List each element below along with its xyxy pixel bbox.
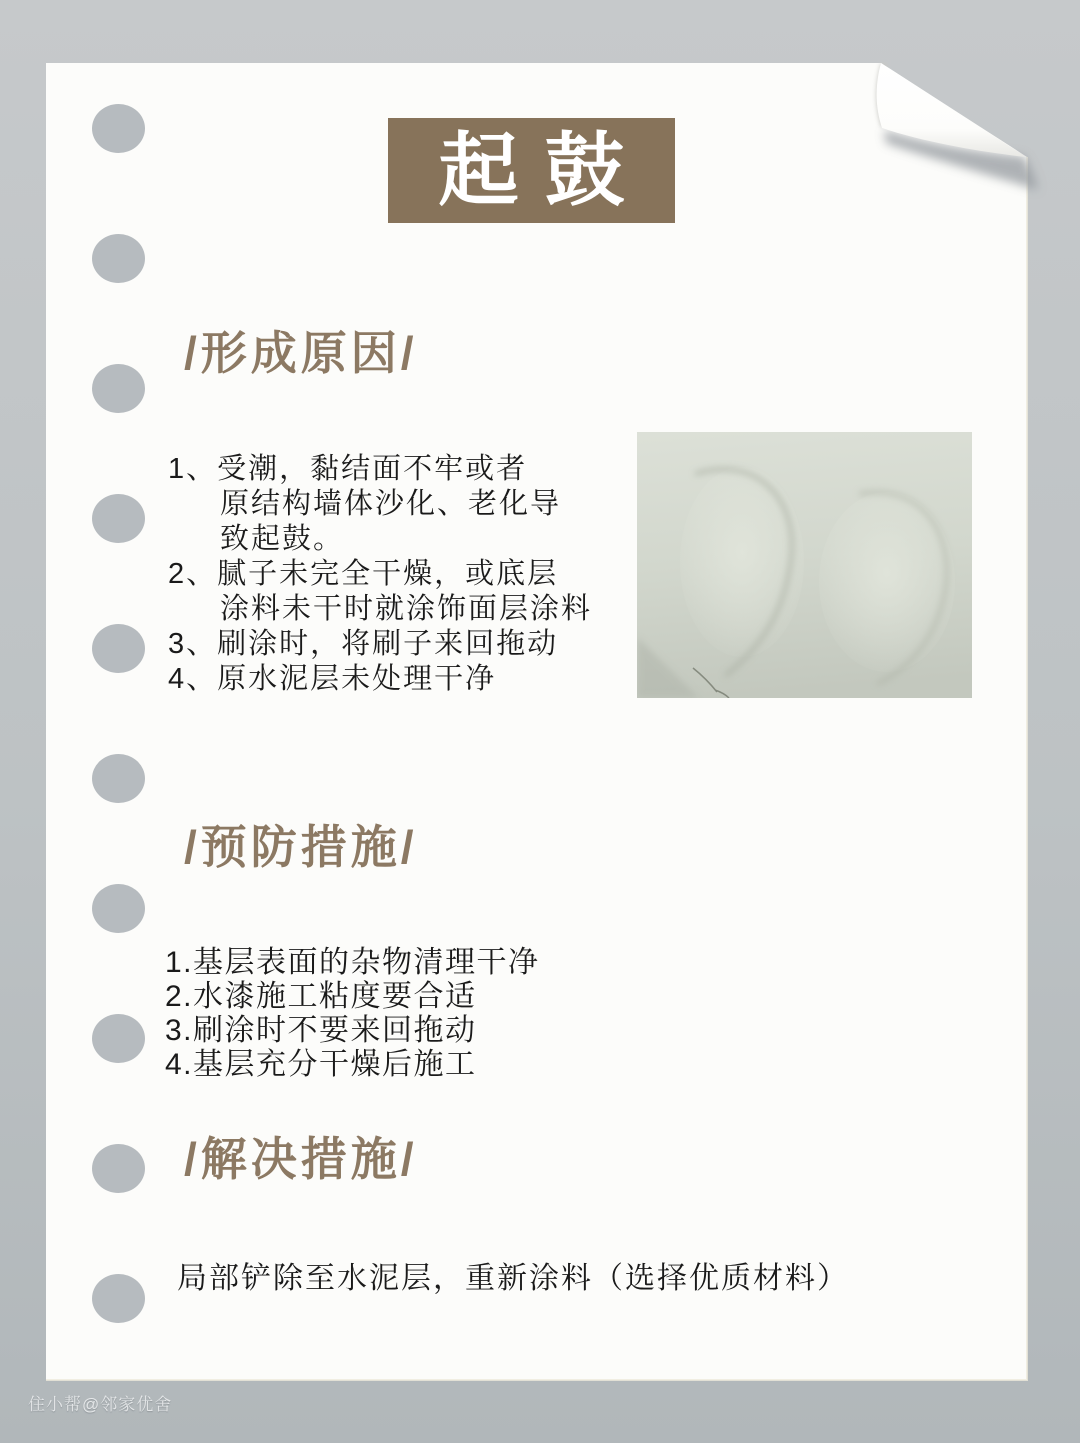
binder-hole — [92, 624, 145, 673]
causes-line: 涂料未干时就涂饰面层涂料 — [220, 593, 593, 625]
prevention-line: 4.基层充分干燥后施工 — [165, 1048, 477, 1081]
section-heading-solution: /解决措施/ — [184, 1133, 418, 1185]
causes-line: 1、受潮，黏结面不牢或者 — [168, 453, 528, 485]
section-heading-causes: /形成原因/ — [184, 327, 418, 379]
prevention-line: 2.水漆施工粘度要合适 — [165, 980, 477, 1013]
binder-hole — [92, 1274, 145, 1323]
causes-line: 致起鼓。 — [220, 523, 345, 555]
wall-blister-photo — [637, 432, 972, 698]
watermark: 住小帮@邻家优舍 — [28, 1395, 173, 1414]
prevention-line: 1.基层表面的杂物清理干净 — [165, 946, 540, 979]
binder-hole — [92, 234, 145, 283]
causes-line: 4、原水泥层未处理干净 — [168, 663, 497, 695]
solution-text: 局部铲除至水泥层，重新涂料（选择优质材料） — [177, 1262, 849, 1295]
causes-line: 3、刷涂时，将刷子来回拖动 — [168, 628, 559, 660]
binder-hole — [92, 494, 145, 543]
binder-hole — [92, 1144, 145, 1193]
causes-line: 2、腻子未完全干燥，或底层 — [168, 558, 559, 590]
binder-hole — [92, 754, 145, 803]
causes-line: 原结构墙体沙化、老化导 — [220, 488, 562, 520]
title-banner — [388, 118, 675, 223]
prevention-line: 3.刷涂时不要来回拖动 — [165, 1014, 477, 1047]
binder-hole — [92, 104, 145, 153]
binder-hole — [92, 364, 145, 413]
prevention-list — [165, 946, 540, 1082]
binder-hole — [92, 1014, 145, 1063]
binder-hole — [92, 884, 145, 933]
page-title: 起鼓 — [438, 125, 651, 215]
section-heading-prevention: /预防措施/ — [184, 821, 418, 873]
causes-list — [168, 452, 592, 697]
